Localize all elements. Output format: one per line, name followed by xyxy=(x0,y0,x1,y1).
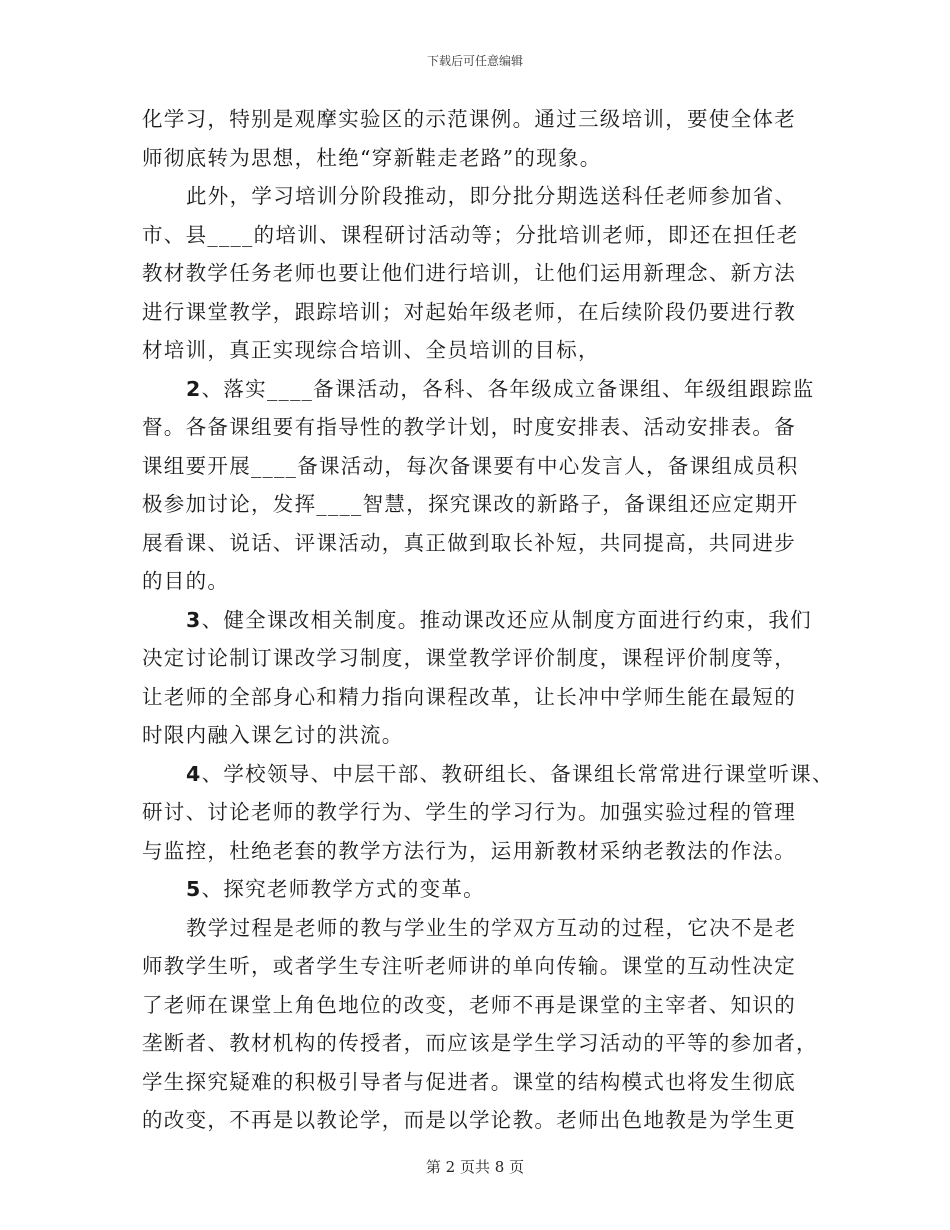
line-text: 学生探究疑难的积极引导者与促进者。课堂的结构模式也将发生彻底 xyxy=(142,1069,796,1094)
line-text: 、探究老师教学方式的变革。 xyxy=(201,877,485,901)
page-footer: 第 2 页共 8 页 xyxy=(425,1158,525,1176)
line-text: 让老师的全部身心和精力指向课程改革，让长冲中学师生能在最短的 xyxy=(142,684,796,709)
line-text: 此外，学习培训分阶段推动，即分批分期选送科任老师参加省、 xyxy=(186,184,797,208)
line-text: 进行课堂教学，跟踪培训；对起始年级老师，在后续阶段仍要进行教 xyxy=(142,299,796,324)
text-line xyxy=(142,100,822,139)
page-header: 下载后可任意编辑 xyxy=(426,54,523,68)
line-text: 师教学生听，或者学生专注听老师讲的单向传输。课堂的互动性决定 xyxy=(142,954,796,978)
line-text: 垄断者、教材机构的传授者，而应该是学生学习活动的平等的参加者， xyxy=(142,1031,818,1055)
text-line xyxy=(142,370,822,409)
text-line xyxy=(142,254,822,293)
text-line xyxy=(142,408,822,447)
line-text: 、学校领导、中层干部、教研组长、备课组长常常进行课堂听课、 xyxy=(201,761,834,786)
text-line xyxy=(142,1063,822,1102)
line-text: 展看课、说话、评课活动，真正做到取长补短，共同提高，共同进步 xyxy=(142,530,796,555)
line-text: 市、县____的培训、课程研讨活动等；分批培训老师，即还在担任老 xyxy=(142,222,799,247)
text-line xyxy=(142,177,822,216)
document-body xyxy=(142,100,834,1140)
text-line xyxy=(142,216,822,255)
line-text: 的改变，不再是以教论学，而是以学论教。老师出色地教是为学生更 xyxy=(142,1108,796,1132)
item-number: 4 xyxy=(186,761,202,786)
line-text: 、健全课改相关制度。推动课改还应从制度方面进行约束，我们 xyxy=(201,607,812,632)
item-number: 3 xyxy=(186,607,202,632)
text-line xyxy=(142,293,822,332)
line-text: 极参加讨论，发挥____智慧，探究课改的新路子，备课组还应定期开 xyxy=(142,492,799,516)
line-text: 课组要开展____备课活动，每次备课要有中心发言人，备课组成员积 xyxy=(142,453,799,478)
text-line xyxy=(142,447,822,486)
text-line xyxy=(142,601,822,640)
line-text: 师彻底转为思想，杜绝“穿新鞋走老路”的现象。 xyxy=(142,145,602,170)
text-line xyxy=(142,870,822,909)
text-line xyxy=(142,639,822,678)
text-line xyxy=(142,716,822,755)
text-line xyxy=(142,947,822,986)
line-text: 时限内融入课乞讨的洪流。 xyxy=(142,723,404,747)
line-text: 的目的。 xyxy=(142,569,230,593)
text-line xyxy=(142,986,822,1025)
item-number: 5 xyxy=(186,877,202,901)
line-text: 、落实____备课活动，各科、各年级成立备课组、年级组跟踪监 xyxy=(201,376,815,401)
text-line xyxy=(142,524,822,563)
line-text: 与监控，杜绝老套的教学方法行为，运用新教材采纳老教法的作法。 xyxy=(142,838,796,863)
line-text: 教学过程是老师的教与学业生的学双方互动的过程，它决不是老 xyxy=(186,915,797,940)
text-line xyxy=(142,1024,822,1063)
line-text: 研讨、讨论老师的教学行为、学生的学习行为。加强实验过程的管理 xyxy=(142,800,796,824)
text-line xyxy=(142,678,822,717)
item-number: 2 xyxy=(186,376,202,401)
line-text: 了老师在课堂上角色地位的改变，老师不再是课堂的主宰者、知识的 xyxy=(142,992,796,1017)
line-text: 材培训，真正实现综合培训、全员培训的目标， xyxy=(142,338,600,362)
text-line xyxy=(142,1101,822,1140)
text-line xyxy=(142,909,822,948)
text-line xyxy=(142,331,822,370)
line-text: 化学习，特别是观摩实验区的示范课例。通过三级培训，要使全体老 xyxy=(142,107,796,131)
text-line xyxy=(142,562,822,601)
line-text: 教材教学任务老师也要让他们进行培训，让他们运用新理念、新方法 xyxy=(142,261,796,285)
line-text: 督。各备课组要有指导性的教学计划，时度安排表、活动安排表。备 xyxy=(142,415,796,439)
text-line xyxy=(142,832,822,871)
text-line xyxy=(142,755,834,794)
text-line xyxy=(142,793,822,832)
text-line xyxy=(142,139,822,178)
text-line xyxy=(142,485,822,524)
line-text: 决定讨论制订课改学习制度，课堂教学评价制度，课程评价制度等， xyxy=(142,646,796,670)
